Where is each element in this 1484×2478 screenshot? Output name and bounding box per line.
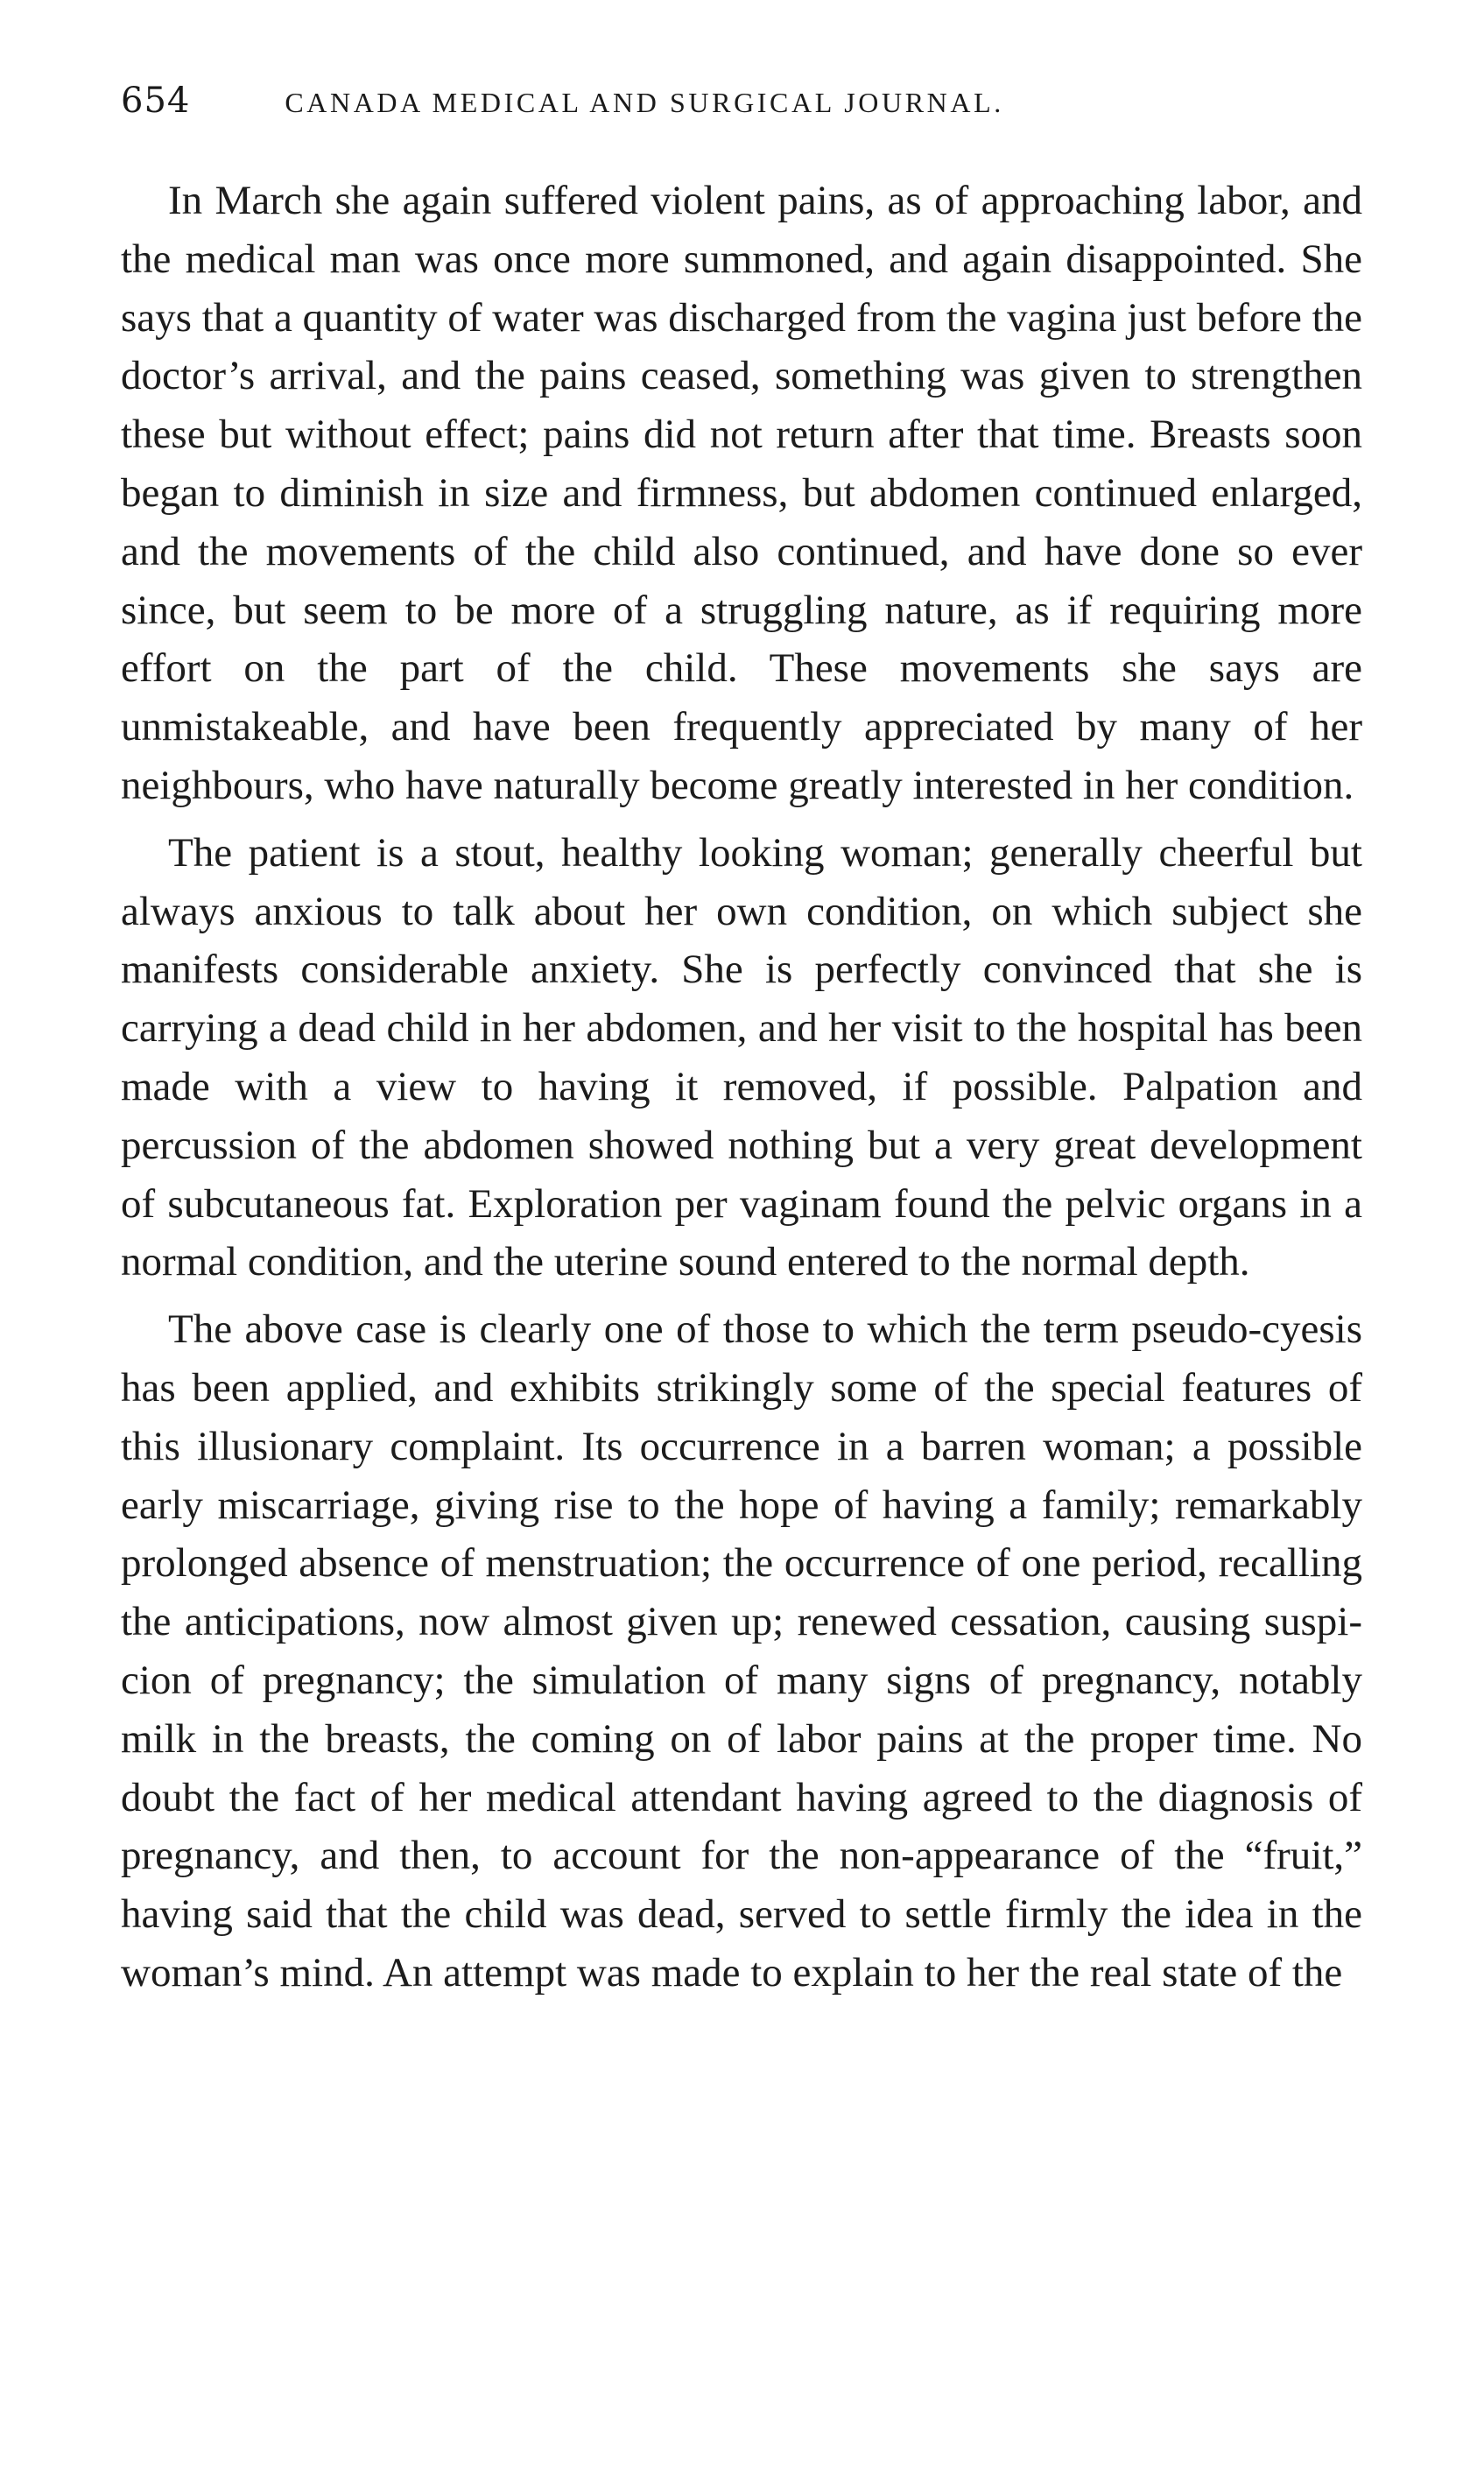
page-header: [121, 81, 1364, 133]
running-head: CANADA MEDICAL AND SURGICAL JOURNAL.: [285, 87, 1004, 118]
paragraph-pseudo-cyesis: The above case is clearly one of those to which the term pseudo-cyesis has been applied, and exhibits strikingly some of the special features of this illusionary complaint. Its occurrence in a barren woman; a possible early miscarriage, giving rise to the hope of having a family; remarkably prolonged absence of menstruation; the occurrence of one period, recalling the anticipations, now almost given up; renewed cessation, causing suspicion of pregnancy; the simulation of many signs of pregnancy, notably milk in the breasts, the coming on of labor pains at the proper time. No doubt the fact of her medical attendant having agreed to the diagnosis of pregnancy, and then, to account for the non-appearance of the “fruit,” having said that the child was dead, served to settle firmly the idea in the woman’s mind. An attempt was made to explain to her the real state of the: [121, 1306, 1362, 1996]
paragraph-labor-pains: In March she again suffered violent pains, as of approaching labor, and the medical man was once more summoned, and again disappointed. She says that a quantity of water was discharged from the vagina just before the doctor’s arrival, and the pains ceased, something was given to strengthen these but without effect; pains did not return after that time. Breasts soon began to diminish in size and firmness, but abdomen continued enlarged, and the movements of the child also continued, and have done so ever since, but seem to be more of a struggling nature, as if requiring more effort on the part of the child. These movements she says are unmistakeable, and have been frequently appreciated by many of her neighbours, who have naturally become greatly interested in her condition.: [121, 178, 1362, 808]
page-number: 654: [121, 81, 191, 121]
article-body: [121, 172, 1362, 2011]
paragraph-patient-examination: The patient is a stout, healthy looking woman; generally cheerful but always anxious to talk about her own condition, on which subject she manifests considerable anxiety. She is perfectly convinced that she is carrying a dead child in her abdomen, and her visit to the hospital has been made with a view to having it removed, if possible. Palpation and percussion of the abdomen showed nothing but a very great development of subcutaneous fat. Exploration per vaginam found the pelvic organs in a normal condition, and the uterine sound entered to the normal depth.: [121, 829, 1362, 1285]
